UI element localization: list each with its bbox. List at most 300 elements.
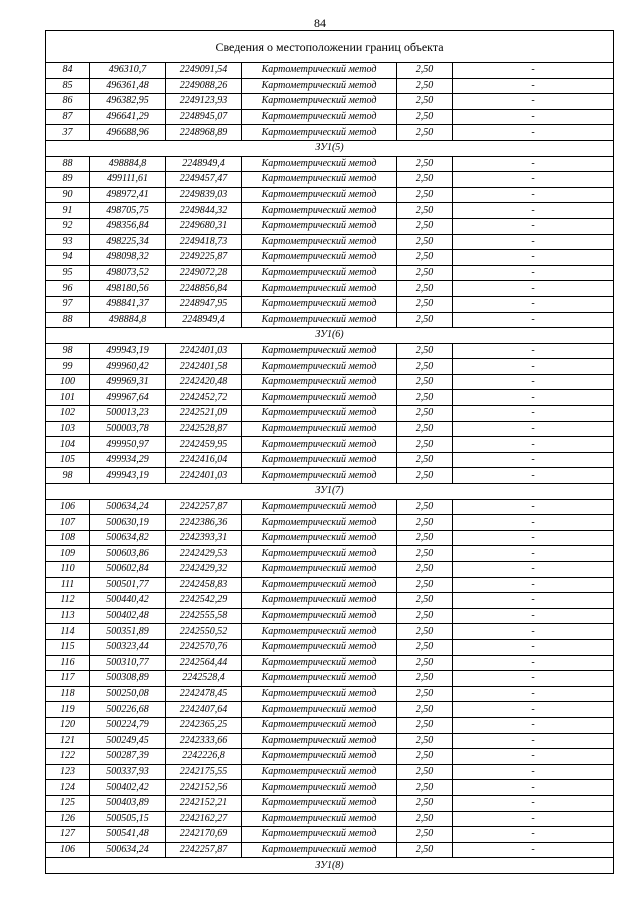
description-cell: - — [453, 437, 614, 453]
x-coordinate-cell: 496688,96 — [90, 125, 166, 141]
accuracy-cell: 2,50 — [397, 546, 453, 562]
x-coordinate-cell: 499934,29 — [90, 452, 166, 468]
accuracy-cell: 2,50 — [397, 717, 453, 733]
y-coordinate-cell: 2242175,55 — [166, 764, 242, 780]
point-number-cell: 85 — [46, 78, 90, 94]
point-number-cell: 104 — [46, 437, 90, 453]
point-number-cell: 96 — [46, 281, 90, 297]
description-cell: - — [453, 639, 614, 655]
description-cell: - — [453, 265, 614, 281]
y-coordinate-cell: 2248856,84 — [166, 281, 242, 297]
method-cell: Картометрический метод — [242, 374, 397, 390]
method-cell: Картометрический метод — [242, 827, 397, 843]
x-coordinate-cell: 500351,89 — [90, 624, 166, 640]
description-cell: - — [453, 281, 614, 297]
table-row — [46, 234, 614, 250]
description-cell: - — [453, 530, 614, 546]
table-row — [46, 827, 614, 843]
x-coordinate-cell: 496310,7 — [90, 63, 166, 79]
method-cell: Картометрический метод — [242, 842, 397, 858]
accuracy-cell: 2,50 — [397, 671, 453, 687]
point-number-cell: 100 — [46, 374, 90, 390]
accuracy-cell: 2,50 — [397, 343, 453, 359]
x-coordinate-cell: 498884,8 — [90, 156, 166, 172]
method-cell: Картометрический метод — [242, 109, 397, 125]
y-coordinate-cell: 2242459,95 — [166, 437, 242, 453]
x-coordinate-cell: 498972,41 — [90, 187, 166, 203]
x-coordinate-cell: 499969,31 — [90, 374, 166, 390]
point-number-cell: 94 — [46, 250, 90, 266]
point-number-cell: 92 — [46, 218, 90, 234]
method-cell: Картометрический метод — [242, 546, 397, 562]
table-row — [46, 655, 614, 671]
description-cell: - — [453, 468, 614, 484]
table-row — [46, 577, 614, 593]
x-coordinate-cell: 500505,15 — [90, 811, 166, 827]
accuracy-cell: 2,50 — [397, 203, 453, 219]
method-cell: Картометрический метод — [242, 94, 397, 110]
y-coordinate-cell: 2242429,53 — [166, 546, 242, 562]
point-number-cell: 97 — [46, 296, 90, 312]
y-coordinate-cell: 2242528,87 — [166, 421, 242, 437]
method-cell: Картометрический метод — [242, 218, 397, 234]
accuracy-cell: 2,50 — [397, 733, 453, 749]
method-cell: Картометрический метод — [242, 702, 397, 718]
table-row — [46, 312, 614, 328]
accuracy-cell: 2,50 — [397, 437, 453, 453]
section-row — [46, 328, 614, 344]
point-number-cell: 86 — [46, 94, 90, 110]
description-cell: - — [453, 203, 614, 219]
y-coordinate-cell: 2242420,48 — [166, 374, 242, 390]
point-number-cell: 110 — [46, 562, 90, 578]
accuracy-cell: 2,50 — [397, 702, 453, 718]
y-coordinate-cell: 2248947,95 — [166, 296, 242, 312]
point-number-cell: 106 — [46, 842, 90, 858]
method-cell: Картометрический метод — [242, 468, 397, 484]
y-coordinate-cell: 2242365,25 — [166, 717, 242, 733]
point-number-cell: 90 — [46, 187, 90, 203]
y-coordinate-cell: 2242542,29 — [166, 593, 242, 609]
description-cell: - — [453, 655, 614, 671]
point-number-cell: 109 — [46, 546, 90, 562]
description-cell: - — [453, 811, 614, 827]
point-number-cell: 118 — [46, 686, 90, 702]
method-cell: Картометрический метод — [242, 343, 397, 359]
table-title: Сведения о местоположении границ объекта — [46, 31, 614, 63]
table-row — [46, 764, 614, 780]
method-cell: Картометрический метод — [242, 655, 397, 671]
y-coordinate-cell: 2249680,31 — [166, 218, 242, 234]
method-cell: Картометрический метод — [242, 437, 397, 453]
table-row — [46, 608, 614, 624]
x-coordinate-cell: 500308,89 — [90, 671, 166, 687]
accuracy-cell: 2,50 — [397, 172, 453, 188]
y-coordinate-cell: 2249839,03 — [166, 187, 242, 203]
method-cell: Картометрический метод — [242, 172, 397, 188]
table-row — [46, 749, 614, 765]
table-row — [46, 406, 614, 422]
x-coordinate-cell: 498841,37 — [90, 296, 166, 312]
x-coordinate-cell: 500402,48 — [90, 608, 166, 624]
description-cell: - — [453, 749, 614, 765]
y-coordinate-cell: 2242333,66 — [166, 733, 242, 749]
section-label: ЗУ1(7) — [46, 484, 614, 500]
description-cell: - — [453, 78, 614, 94]
accuracy-cell: 2,50 — [397, 187, 453, 203]
accuracy-cell: 2,50 — [397, 234, 453, 250]
table-row — [46, 546, 614, 562]
x-coordinate-cell: 500249,45 — [90, 733, 166, 749]
point-number-cell: 111 — [46, 577, 90, 593]
table-row — [46, 172, 614, 188]
x-coordinate-cell: 498225,34 — [90, 234, 166, 250]
accuracy-cell: 2,50 — [397, 655, 453, 671]
description-cell: - — [453, 94, 614, 110]
table-row — [46, 250, 614, 266]
y-coordinate-cell: 2249123,93 — [166, 94, 242, 110]
table-row — [46, 359, 614, 375]
y-coordinate-cell: 2249088,26 — [166, 78, 242, 94]
description-cell: - — [453, 109, 614, 125]
description-cell: - — [453, 218, 614, 234]
method-cell: Картометрический метод — [242, 499, 397, 515]
method-cell: Картометрический метод — [242, 359, 397, 375]
method-cell: Картометрический метод — [242, 187, 397, 203]
table-row — [46, 390, 614, 406]
table-row — [46, 639, 614, 655]
accuracy-cell: 2,50 — [397, 562, 453, 578]
x-coordinate-cell: 498705,75 — [90, 203, 166, 219]
x-coordinate-cell: 500337,93 — [90, 764, 166, 780]
y-coordinate-cell: 2242555,58 — [166, 608, 242, 624]
point-number-cell: 127 — [46, 827, 90, 843]
point-number-cell: 119 — [46, 702, 90, 718]
point-number-cell: 37 — [46, 125, 90, 141]
point-number-cell: 102 — [46, 406, 90, 422]
accuracy-cell: 2,50 — [397, 78, 453, 94]
x-coordinate-cell: 500403,89 — [90, 795, 166, 811]
point-number-cell: 114 — [46, 624, 90, 640]
point-number-cell: 124 — [46, 780, 90, 796]
description-cell: - — [453, 686, 614, 702]
table-row — [46, 187, 614, 203]
description-cell: - — [453, 125, 614, 141]
table-row — [46, 499, 614, 515]
x-coordinate-cell: 500013,23 — [90, 406, 166, 422]
accuracy-cell: 2,50 — [397, 156, 453, 172]
description-cell: - — [453, 515, 614, 531]
method-cell: Картометрический метод — [242, 608, 397, 624]
method-cell: Картометрический метод — [242, 530, 397, 546]
accuracy-cell: 2,50 — [397, 593, 453, 609]
description-cell: - — [453, 390, 614, 406]
description-cell: - — [453, 624, 614, 640]
description-cell: - — [453, 593, 614, 609]
accuracy-cell: 2,50 — [397, 764, 453, 780]
accuracy-cell: 2,50 — [397, 749, 453, 765]
x-coordinate-cell: 500602,84 — [90, 562, 166, 578]
x-coordinate-cell: 500541,48 — [90, 827, 166, 843]
point-number-cell: 117 — [46, 671, 90, 687]
x-coordinate-cell: 499960,42 — [90, 359, 166, 375]
description-cell: - — [453, 406, 614, 422]
description-cell: - — [453, 608, 614, 624]
accuracy-cell: 2,50 — [397, 452, 453, 468]
table-row — [46, 78, 614, 94]
y-coordinate-cell: 2242570,76 — [166, 639, 242, 655]
point-number-cell: 95 — [46, 265, 90, 281]
table-row — [46, 265, 614, 281]
method-cell: Картометрический метод — [242, 234, 397, 250]
table-row — [46, 343, 614, 359]
x-coordinate-cell: 500634,24 — [90, 842, 166, 858]
description-cell: - — [453, 359, 614, 375]
description-cell: - — [453, 421, 614, 437]
y-coordinate-cell: 2242162,27 — [166, 811, 242, 827]
y-coordinate-cell: 2242257,87 — [166, 499, 242, 515]
description-cell: - — [453, 671, 614, 687]
description-cell: - — [453, 63, 614, 79]
table-row — [46, 421, 614, 437]
table-row — [46, 63, 614, 79]
description-cell: - — [453, 296, 614, 312]
description-cell: - — [453, 234, 614, 250]
method-cell: Картометрический метод — [242, 717, 397, 733]
page-number: 84 — [314, 16, 326, 30]
x-coordinate-cell: 500630,19 — [90, 515, 166, 531]
table-row — [46, 702, 614, 718]
y-coordinate-cell: 2242452,72 — [166, 390, 242, 406]
accuracy-cell: 2,50 — [397, 406, 453, 422]
x-coordinate-cell: 500287,39 — [90, 749, 166, 765]
method-cell: Картометрический метод — [242, 406, 397, 422]
accuracy-cell: 2,50 — [397, 218, 453, 234]
description-cell: - — [453, 717, 614, 733]
table-body — [46, 31, 614, 874]
table-row — [46, 109, 614, 125]
point-number-cell: 113 — [46, 608, 90, 624]
point-number-cell: 120 — [46, 717, 90, 733]
accuracy-cell: 2,50 — [397, 374, 453, 390]
y-coordinate-cell: 2242226,8 — [166, 749, 242, 765]
point-number-cell: 107 — [46, 515, 90, 531]
point-number-cell: 89 — [46, 172, 90, 188]
accuracy-cell: 2,50 — [397, 577, 453, 593]
accuracy-cell: 2,50 — [397, 109, 453, 125]
description-cell: - — [453, 842, 614, 858]
point-number-cell: 106 — [46, 499, 90, 515]
table-row — [46, 515, 614, 531]
table-row — [46, 795, 614, 811]
description-cell: - — [453, 374, 614, 390]
y-coordinate-cell: 2242528,4 — [166, 671, 242, 687]
accuracy-cell: 2,50 — [397, 390, 453, 406]
y-coordinate-cell: 2242550,52 — [166, 624, 242, 640]
y-coordinate-cell: 2242401,03 — [166, 468, 242, 484]
x-coordinate-cell: 500310,77 — [90, 655, 166, 671]
x-coordinate-cell: 499111,61 — [90, 172, 166, 188]
x-coordinate-cell: 496361,48 — [90, 78, 166, 94]
description-cell: - — [453, 577, 614, 593]
x-coordinate-cell: 498884,8 — [90, 312, 166, 328]
table-row — [46, 437, 614, 453]
description-cell: - — [453, 452, 614, 468]
accuracy-cell: 2,50 — [397, 795, 453, 811]
point-number-cell: 84 — [46, 63, 90, 79]
table-row — [46, 94, 614, 110]
point-number-cell: 91 — [46, 203, 90, 219]
method-cell: Картометрический метод — [242, 312, 397, 328]
accuracy-cell: 2,50 — [397, 499, 453, 515]
x-coordinate-cell: 499943,19 — [90, 468, 166, 484]
point-number-cell: 88 — [46, 156, 90, 172]
y-coordinate-cell: 2242257,87 — [166, 842, 242, 858]
table-row — [46, 686, 614, 702]
method-cell: Картометрический метод — [242, 281, 397, 297]
method-cell: Картометрический метод — [242, 390, 397, 406]
x-coordinate-cell: 500226,68 — [90, 702, 166, 718]
point-number-cell: 87 — [46, 109, 90, 125]
method-cell: Картометрический метод — [242, 686, 397, 702]
description-cell: - — [453, 702, 614, 718]
table-row — [46, 296, 614, 312]
point-number-cell: 105 — [46, 452, 90, 468]
x-coordinate-cell: 500634,82 — [90, 530, 166, 546]
point-number-cell: 93 — [46, 234, 90, 250]
method-cell: Картометрический метод — [242, 671, 397, 687]
accuracy-cell: 2,50 — [397, 312, 453, 328]
x-coordinate-cell: 498098,32 — [90, 250, 166, 266]
accuracy-cell: 2,50 — [397, 63, 453, 79]
description-cell: - — [453, 780, 614, 796]
x-coordinate-cell: 499967,64 — [90, 390, 166, 406]
method-cell: Картометрический метод — [242, 795, 397, 811]
method-cell: Картометрический метод — [242, 562, 397, 578]
method-cell: Картометрический метод — [242, 780, 397, 796]
table-row — [46, 624, 614, 640]
section-row — [46, 140, 614, 156]
method-cell: Картометрический метод — [242, 811, 397, 827]
table-row — [46, 562, 614, 578]
description-cell: - — [453, 156, 614, 172]
point-number-cell: 101 — [46, 390, 90, 406]
table-row — [46, 717, 614, 733]
point-number-cell: 115 — [46, 639, 90, 655]
boundary-coordinates-table — [45, 30, 614, 874]
section-row — [46, 484, 614, 500]
y-coordinate-cell: 2242170,69 — [166, 827, 242, 843]
y-coordinate-cell: 2242152,21 — [166, 795, 242, 811]
point-number-cell: 99 — [46, 359, 90, 375]
method-cell: Картометрический метод — [242, 749, 397, 765]
table-row — [46, 530, 614, 546]
x-coordinate-cell: 500402,42 — [90, 780, 166, 796]
table-row — [46, 452, 614, 468]
accuracy-cell: 2,50 — [397, 296, 453, 312]
y-coordinate-cell: 2249418,73 — [166, 234, 242, 250]
table-row — [46, 281, 614, 297]
accuracy-cell: 2,50 — [397, 624, 453, 640]
y-coordinate-cell: 2242393,31 — [166, 530, 242, 546]
table-title-row — [46, 31, 614, 63]
accuracy-cell: 2,50 — [397, 811, 453, 827]
x-coordinate-cell: 499950,97 — [90, 437, 166, 453]
method-cell: Картометрический метод — [242, 250, 397, 266]
description-cell: - — [453, 733, 614, 749]
method-cell: Картометрический метод — [242, 577, 397, 593]
y-coordinate-cell: 2249072,28 — [166, 265, 242, 281]
x-coordinate-cell: 500440,42 — [90, 593, 166, 609]
accuracy-cell: 2,50 — [397, 125, 453, 141]
method-cell: Картометрический метод — [242, 296, 397, 312]
accuracy-cell: 2,50 — [397, 515, 453, 531]
accuracy-cell: 2,50 — [397, 827, 453, 843]
point-number-cell: 98 — [46, 468, 90, 484]
description-cell: - — [453, 562, 614, 578]
accuracy-cell: 2,50 — [397, 608, 453, 624]
method-cell: Картометрический метод — [242, 452, 397, 468]
y-coordinate-cell: 2242429,32 — [166, 562, 242, 578]
method-cell: Картометрический метод — [242, 764, 397, 780]
y-coordinate-cell: 2248945,07 — [166, 109, 242, 125]
accuracy-cell: 2,50 — [397, 780, 453, 796]
description-cell: - — [453, 343, 614, 359]
description-cell: - — [453, 546, 614, 562]
description-cell: - — [453, 795, 614, 811]
point-number-cell: 108 — [46, 530, 90, 546]
method-cell: Картометрический метод — [242, 639, 397, 655]
description-cell: - — [453, 312, 614, 328]
accuracy-cell: 2,50 — [397, 468, 453, 484]
x-coordinate-cell: 500501,77 — [90, 577, 166, 593]
y-coordinate-cell: 2248949,4 — [166, 312, 242, 328]
table-row — [46, 125, 614, 141]
y-coordinate-cell: 2248949,4 — [166, 156, 242, 172]
point-number-cell: 103 — [46, 421, 90, 437]
x-coordinate-cell: 498073,52 — [90, 265, 166, 281]
accuracy-cell: 2,50 — [397, 250, 453, 266]
x-coordinate-cell: 500634,24 — [90, 499, 166, 515]
accuracy-cell: 2,50 — [397, 639, 453, 655]
description-cell: - — [453, 172, 614, 188]
x-coordinate-cell: 499943,19 — [90, 343, 166, 359]
y-coordinate-cell: 2242401,03 — [166, 343, 242, 359]
accuracy-cell: 2,50 — [397, 842, 453, 858]
accuracy-cell: 2,50 — [397, 281, 453, 297]
x-coordinate-cell: 500603,86 — [90, 546, 166, 562]
y-coordinate-cell: 2242521,09 — [166, 406, 242, 422]
table-row — [46, 468, 614, 484]
method-cell: Картометрический метод — [242, 63, 397, 79]
point-number-cell: 126 — [46, 811, 90, 827]
table-row — [46, 593, 614, 609]
description-cell: - — [453, 827, 614, 843]
accuracy-cell: 2,50 — [397, 265, 453, 281]
x-coordinate-cell: 498180,56 — [90, 281, 166, 297]
point-number-cell: 125 — [46, 795, 90, 811]
x-coordinate-cell: 500323,44 — [90, 639, 166, 655]
method-cell: Картометрический метод — [242, 125, 397, 141]
description-cell: - — [453, 764, 614, 780]
table-row — [46, 156, 614, 172]
section-label: ЗУ1(6) — [46, 328, 614, 344]
y-coordinate-cell: 2242458,83 — [166, 577, 242, 593]
y-coordinate-cell: 2242401,58 — [166, 359, 242, 375]
accuracy-cell: 2,50 — [397, 686, 453, 702]
point-number-cell: 112 — [46, 593, 90, 609]
x-coordinate-cell: 500250,08 — [90, 686, 166, 702]
